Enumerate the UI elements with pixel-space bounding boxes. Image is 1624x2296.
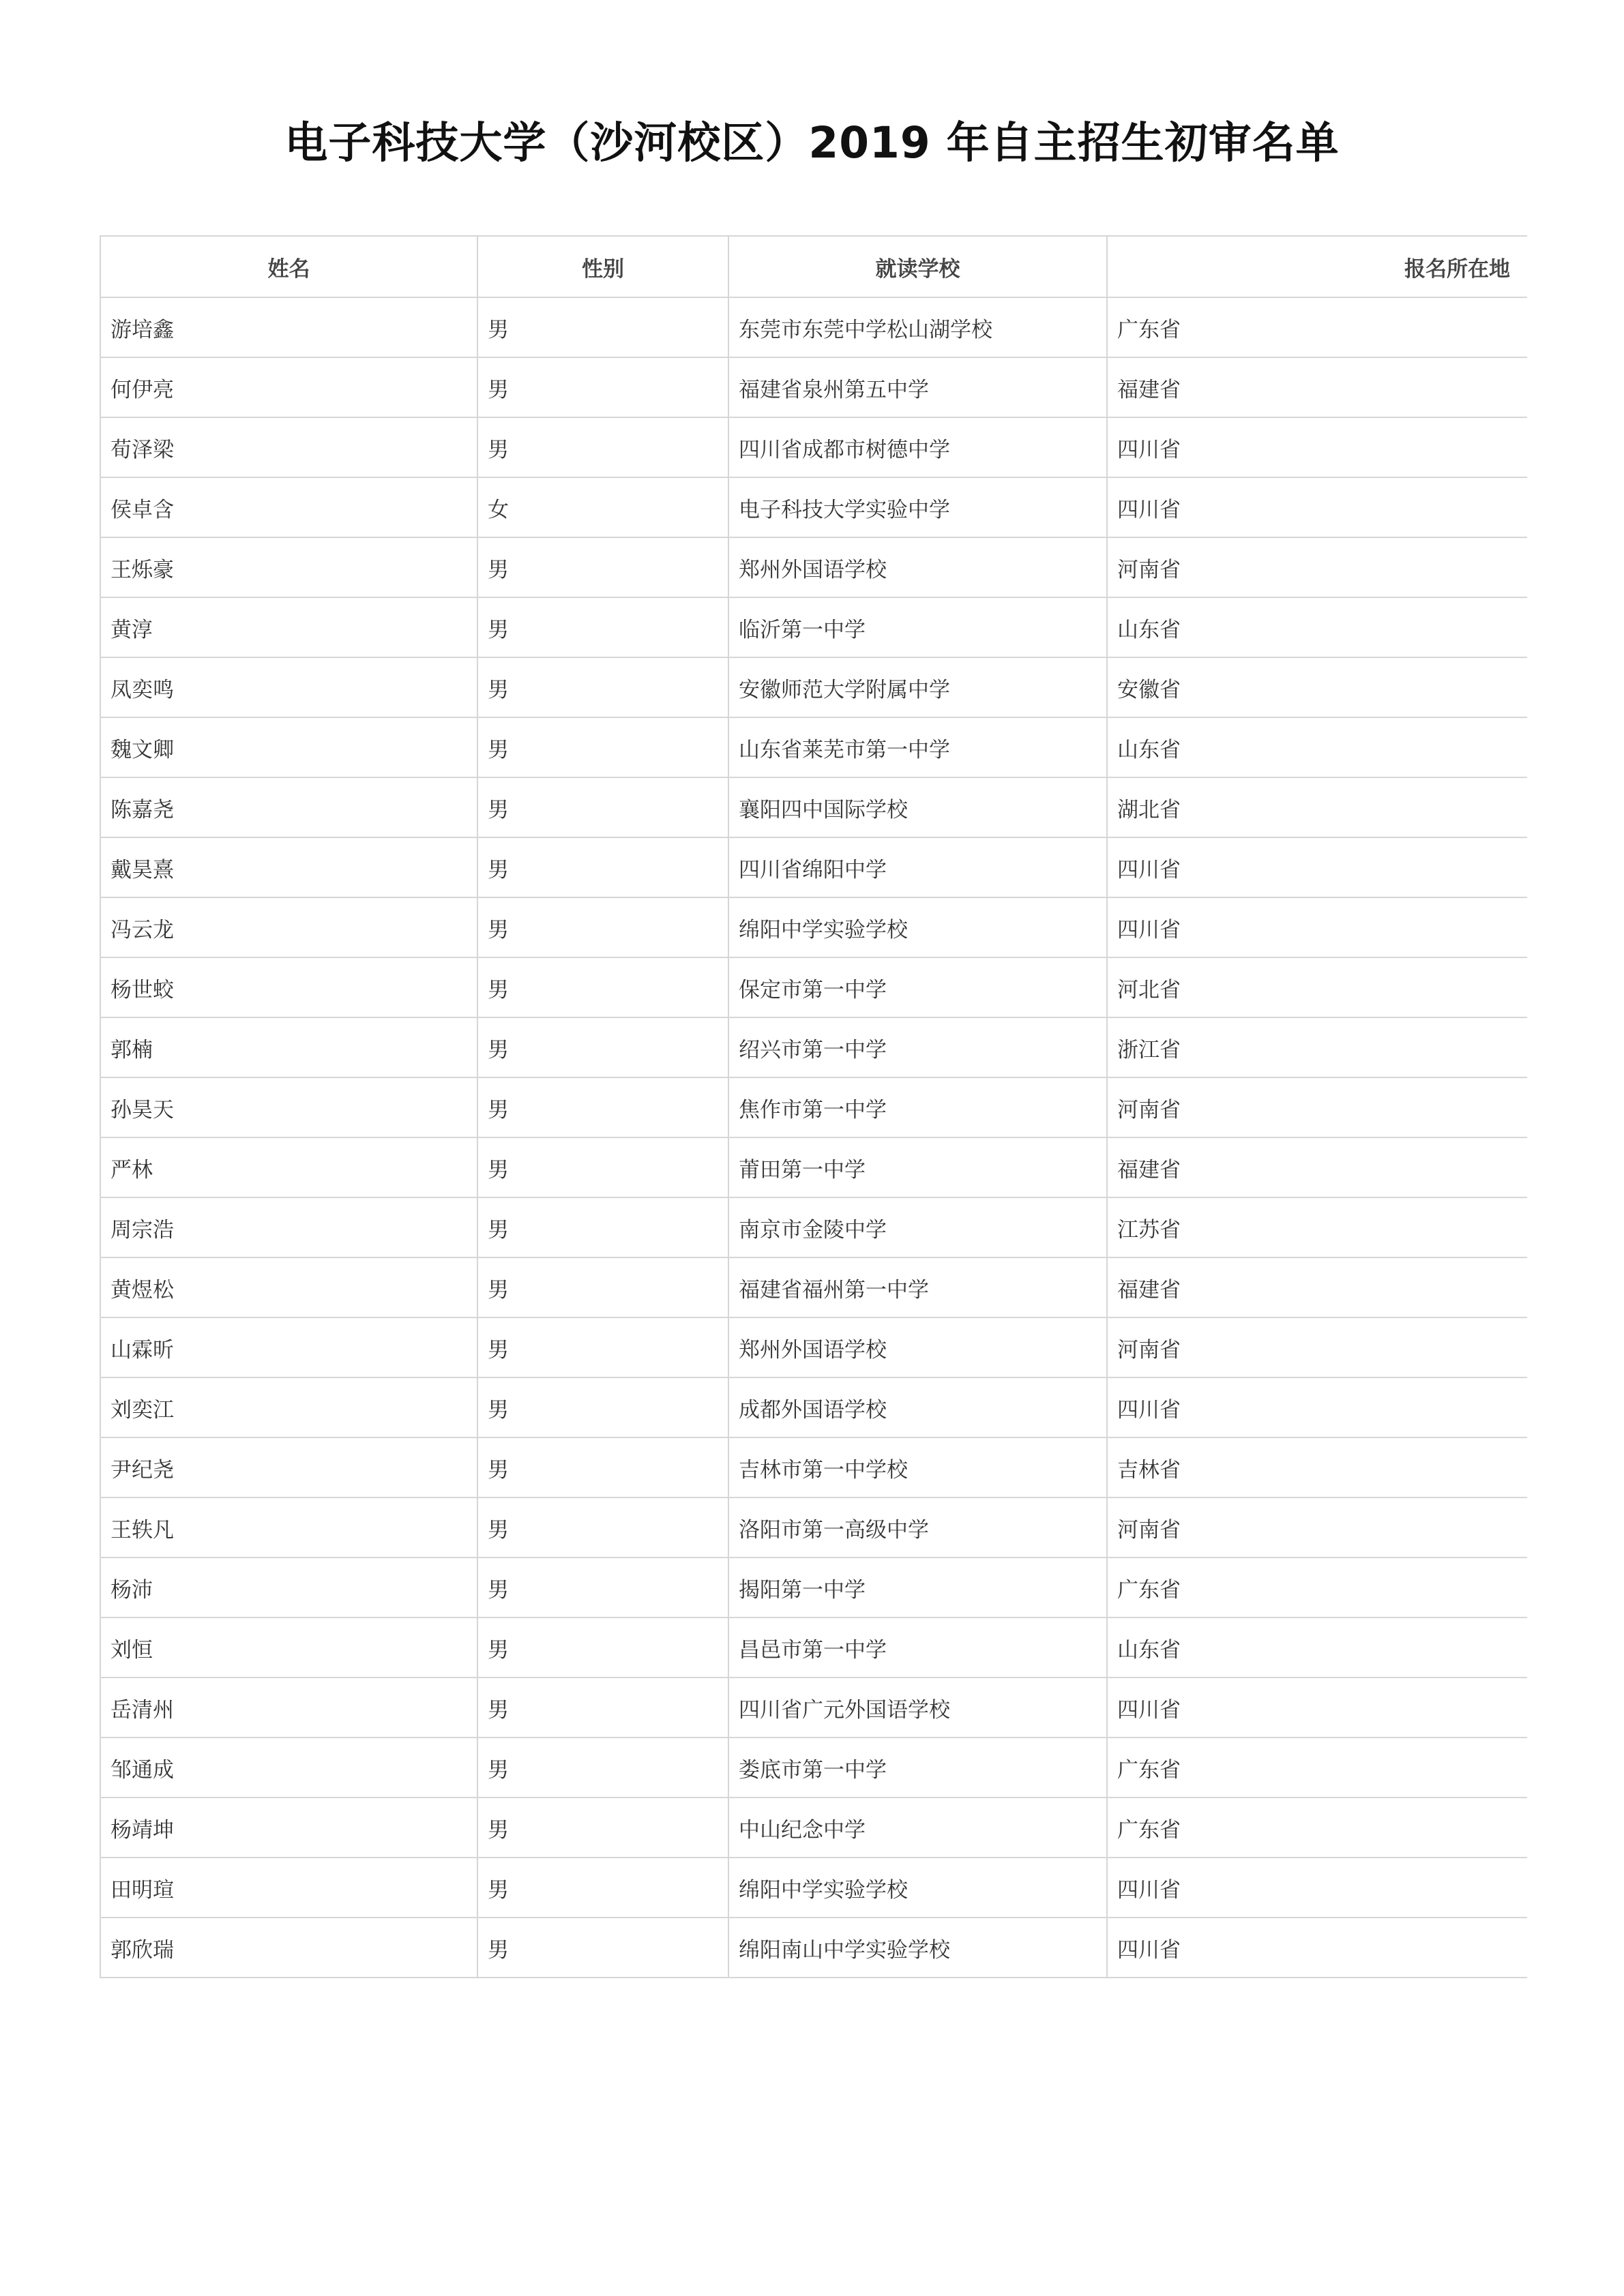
- cell-region: 四川省: [1107, 477, 1527, 537]
- cell-gender: 男: [477, 1257, 728, 1317]
- cell-name: 郭欣瑞: [100, 1918, 477, 1978]
- table-row: [100, 777, 1527, 837]
- cell-region: 福建省: [1107, 1257, 1527, 1317]
- cell-school: 郑州外国语学校: [728, 537, 1107, 597]
- cell-gender: 男: [477, 1437, 728, 1497]
- cell-region: 河南省: [1107, 1317, 1527, 1377]
- cell-gender: 女: [477, 477, 728, 537]
- cell-region: 福建省: [1107, 357, 1527, 417]
- cell-name: 荀泽梁: [100, 417, 477, 477]
- cell-school: 昌邑市第一中学: [728, 1617, 1107, 1678]
- cell-region: 广东省: [1107, 1738, 1527, 1798]
- table-row: [100, 957, 1527, 1017]
- cell-school: 南京市金陵中学: [728, 1197, 1107, 1257]
- cell-region: 四川省: [1107, 1678, 1527, 1738]
- cell-name: 周宗浩: [100, 1197, 477, 1257]
- cell-region: 河南省: [1107, 1077, 1527, 1137]
- cell-region: 广东省: [1107, 1798, 1527, 1858]
- cell-gender: 男: [477, 537, 728, 597]
- cell-region: 福建省: [1107, 1137, 1527, 1197]
- cell-name: 尹纪尧: [100, 1437, 477, 1497]
- cell-gender: 男: [477, 1678, 728, 1738]
- cell-gender: 男: [477, 897, 728, 957]
- cell-region: 湖北省: [1107, 777, 1527, 837]
- cell-name: 山霖昕: [100, 1317, 477, 1377]
- table-row: [100, 657, 1527, 717]
- cell-school: 绵阳中学实验学校: [728, 897, 1107, 957]
- table-row: [100, 537, 1527, 597]
- cell-name: 严林: [100, 1137, 477, 1197]
- header-school: 就读学校: [728, 236, 1107, 297]
- cell-school: 临沂第一中学: [728, 597, 1107, 657]
- cell-school: 四川省广元外国语学校: [728, 1678, 1107, 1738]
- cell-region: 安徽省: [1107, 657, 1527, 717]
- cell-region: 山东省: [1107, 597, 1527, 657]
- table-row: [100, 1137, 1527, 1197]
- cell-gender: 男: [477, 1798, 728, 1858]
- cell-region: 浙江省: [1107, 1017, 1527, 1077]
- table-row: [100, 1858, 1527, 1918]
- cell-name: 杨世蛟: [100, 957, 477, 1017]
- cell-school: 东莞市东莞中学松山湖学校: [728, 297, 1107, 357]
- cell-name: 杨靖坤: [100, 1798, 477, 1858]
- cell-gender: 男: [477, 1557, 728, 1617]
- cell-region: 吉林省: [1107, 1437, 1527, 1497]
- cell-name: 邹通成: [100, 1738, 477, 1798]
- cell-gender: 男: [477, 1738, 728, 1798]
- cell-name: 黄淳: [100, 597, 477, 657]
- table-row: [100, 1077, 1527, 1137]
- cell-gender: 男: [477, 1858, 728, 1918]
- cell-gender: 男: [477, 1197, 728, 1257]
- header-region: 报名所在地: [1107, 236, 1527, 297]
- cell-region: 四川省: [1107, 1918, 1527, 1978]
- cell-region: 四川省: [1107, 897, 1527, 957]
- cell-gender: 男: [477, 1077, 728, 1137]
- cell-school: 中山纪念中学: [728, 1798, 1107, 1858]
- cell-region: 四川省: [1107, 1858, 1527, 1918]
- cell-school: 莆田第一中学: [728, 1137, 1107, 1197]
- cell-school: 吉林市第一中学校: [728, 1437, 1107, 1497]
- table-row: [100, 717, 1527, 777]
- table-row: [100, 897, 1527, 957]
- cell-school: 焦作市第一中学: [728, 1077, 1107, 1137]
- cell-gender: 男: [477, 777, 728, 837]
- cell-name: 何伊亮: [100, 357, 477, 417]
- table-row: [100, 1738, 1527, 1798]
- cell-name: 魏文卿: [100, 717, 477, 777]
- table-row: [100, 1918, 1527, 1978]
- cell-name: 郭楠: [100, 1017, 477, 1077]
- cell-name: 王轶凡: [100, 1497, 477, 1557]
- cell-gender: 男: [477, 717, 728, 777]
- cell-region: 四川省: [1107, 1377, 1527, 1437]
- table-row: [100, 417, 1527, 477]
- cell-gender: 男: [477, 1377, 728, 1437]
- table-row: [100, 1257, 1527, 1317]
- cell-name: 孙昊天: [100, 1077, 477, 1137]
- cell-region: 山东省: [1107, 1617, 1527, 1678]
- cell-name: 刘恒: [100, 1617, 477, 1678]
- cell-gender: 男: [477, 1918, 728, 1978]
- cell-school: 四川省成都市树德中学: [728, 417, 1107, 477]
- cell-name: 刘奕江: [100, 1377, 477, 1437]
- cell-gender: 男: [477, 597, 728, 657]
- cell-school: 娄底市第一中学: [728, 1738, 1107, 1798]
- cell-region: 河北省: [1107, 957, 1527, 1017]
- cell-school: 绵阳中学实验学校: [728, 1858, 1107, 1918]
- cell-region: 江苏省: [1107, 1197, 1527, 1257]
- cell-name: 黄煜松: [100, 1257, 477, 1317]
- cell-school: 山东省莱芜市第一中学: [728, 717, 1107, 777]
- cell-school: 福建省泉州第五中学: [728, 357, 1107, 417]
- table-row: [100, 1317, 1527, 1377]
- roster-table-container: [100, 235, 1527, 2018]
- cell-region: 山东省: [1107, 717, 1527, 777]
- table-body: [100, 297, 1527, 1978]
- table-row: [100, 1497, 1527, 1557]
- cell-region: 河南省: [1107, 1497, 1527, 1557]
- cell-school: 郑州外国语学校: [728, 1317, 1107, 1377]
- cell-name: 杨沛: [100, 1557, 477, 1617]
- cell-school: 福建省福州第一中学: [728, 1257, 1107, 1317]
- cell-school: 绍兴市第一中学: [728, 1017, 1107, 1077]
- cell-school: 襄阳四中国际学校: [728, 777, 1107, 837]
- cell-region: 河南省: [1107, 537, 1527, 597]
- cell-school: 绵阳南山中学实验学校: [728, 1918, 1107, 1978]
- table-row: [100, 1017, 1527, 1077]
- table-row: [100, 597, 1527, 657]
- table-row: [100, 1377, 1527, 1437]
- roster-table: [100, 235, 1527, 1978]
- cell-gender: 男: [477, 1137, 728, 1197]
- cell-gender: 男: [477, 1617, 728, 1678]
- cell-school: 洛阳市第一高级中学: [728, 1497, 1107, 1557]
- cell-gender: 男: [477, 957, 728, 1017]
- header-gender: 性别: [477, 236, 728, 297]
- cell-name: 王烁豪: [100, 537, 477, 597]
- table-row: [100, 1197, 1527, 1257]
- cell-school: 揭阳第一中学: [728, 1557, 1107, 1617]
- cell-school: 四川省绵阳中学: [728, 837, 1107, 897]
- cell-gender: 男: [477, 1017, 728, 1077]
- table-row: [100, 1557, 1527, 1617]
- cell-gender: 男: [477, 837, 728, 897]
- cell-gender: 男: [477, 657, 728, 717]
- cell-name: 岳清州: [100, 1678, 477, 1738]
- table-row: [100, 837, 1527, 897]
- table-row: [100, 297, 1527, 357]
- table-header-row: [100, 236, 1527, 297]
- cell-region: 四川省: [1107, 837, 1527, 897]
- cell-region: 广东省: [1107, 1557, 1527, 1617]
- page-title: 电子科技大学（沙河校区）2019 年自主招生初审名单: [284, 118, 1340, 168]
- table-row: [100, 477, 1527, 537]
- header-name: 姓名: [100, 236, 477, 297]
- cell-name: 冯云龙: [100, 897, 477, 957]
- cell-name: 凤奕鸣: [100, 657, 477, 717]
- table-row: [100, 1678, 1527, 1738]
- cell-name: 陈嘉尧: [100, 777, 477, 837]
- cell-school: 成都外国语学校: [728, 1377, 1107, 1437]
- cell-region: 四川省: [1107, 417, 1527, 477]
- table-row: [100, 1437, 1527, 1497]
- cell-name: 侯卓含: [100, 477, 477, 537]
- table-row: [100, 1798, 1527, 1858]
- table-row: [100, 1617, 1527, 1678]
- cell-name: 田明瑄: [100, 1858, 477, 1918]
- cell-name: 戴昊熹: [100, 837, 477, 897]
- cell-school: 电子科技大学实验中学: [728, 477, 1107, 537]
- cell-gender: 男: [477, 297, 728, 357]
- cell-gender: 男: [477, 1317, 728, 1377]
- cell-name: 游培鑫: [100, 297, 477, 357]
- cell-gender: 男: [477, 417, 728, 477]
- cell-gender: 男: [477, 1497, 728, 1557]
- cell-school: 安徽师范大学附属中学: [728, 657, 1107, 717]
- cell-region: 广东省: [1107, 297, 1527, 357]
- table-row: [100, 357, 1527, 417]
- cell-gender: 男: [477, 357, 728, 417]
- cell-school: 保定市第一中学: [728, 957, 1107, 1017]
